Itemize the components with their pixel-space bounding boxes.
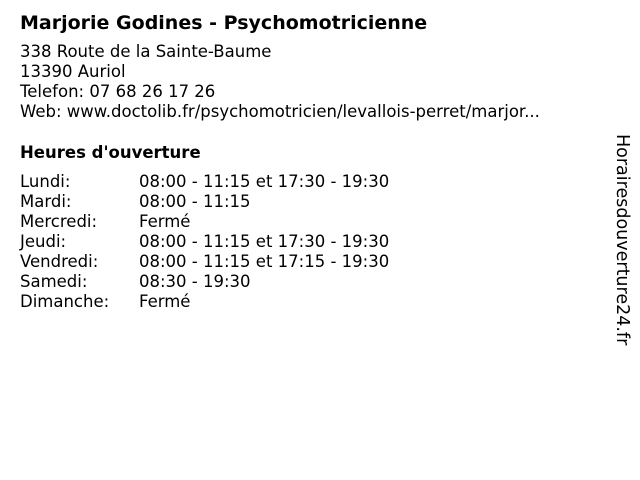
hours-row bbox=[20, 252, 389, 272]
hours-day: Mardi: bbox=[20, 192, 72, 211]
hours-day: Samedi: bbox=[20, 272, 88, 291]
hours-time: 08:00 - 11:15 et 17:15 - 19:30 bbox=[139, 252, 390, 271]
address-line-1: 338 Route de la Sainte-Baume bbox=[20, 42, 272, 61]
address-line-2: 13390 Auriol bbox=[20, 62, 126, 81]
hours-heading: Heures d'ouverture bbox=[20, 143, 201, 162]
phone-number[interactable]: 07 68 26 17 26 bbox=[89, 82, 216, 101]
business-title: Marjorie Godines - Psychomotricienne bbox=[20, 12, 428, 34]
hours-day: Lundi: bbox=[20, 172, 71, 191]
hours-table bbox=[20, 172, 389, 312]
business-card bbox=[20, 10, 600, 312]
phone-line bbox=[20, 82, 600, 102]
hours-time: 08:30 - 19:30 bbox=[139, 272, 251, 291]
web-line bbox=[20, 102, 600, 122]
hours-day: Mercredi: bbox=[20, 212, 98, 231]
web-link[interactable]: www.doctolib.fr/psychomotricien/levallois-perret/marjor... bbox=[66, 102, 540, 121]
hours-time: Fermé bbox=[139, 212, 191, 231]
hours-time: 08:00 - 11:15 et 17:30 - 19:30 bbox=[139, 232, 390, 251]
hours-row bbox=[20, 292, 389, 312]
hours-row bbox=[20, 212, 389, 232]
hours-day: Dimanche: bbox=[20, 292, 110, 311]
hours-time: Fermé bbox=[139, 292, 191, 311]
hours-time: 08:00 - 11:15 et 17:30 - 19:30 bbox=[139, 172, 390, 191]
hours-row bbox=[20, 172, 389, 192]
hours-time: 08:00 - 11:15 bbox=[139, 192, 251, 211]
hours-row bbox=[20, 192, 389, 212]
web-label: Web: bbox=[20, 102, 62, 121]
hours-day: Jeudi: bbox=[20, 232, 67, 251]
hours-day: Vendredi: bbox=[20, 252, 99, 271]
phone-label: Telefon: bbox=[20, 82, 85, 101]
hours-row bbox=[20, 232, 389, 252]
site-brand-vertical[interactable]: Horairesdouverture24.fr bbox=[612, 134, 632, 346]
hours-row bbox=[20, 272, 389, 292]
